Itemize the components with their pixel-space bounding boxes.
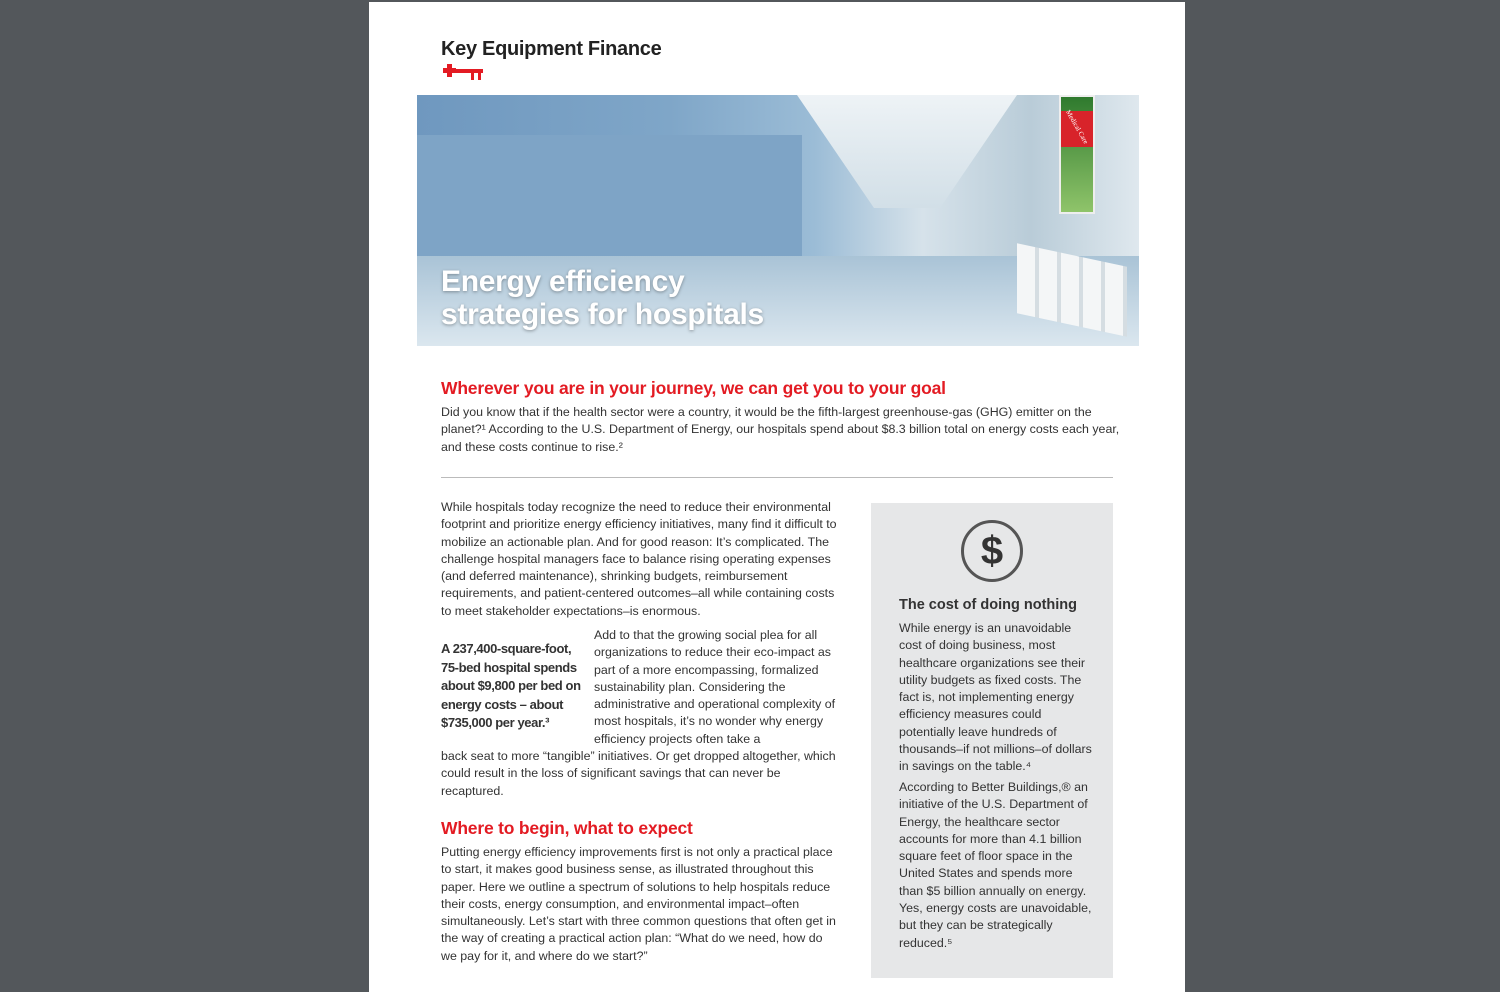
section-heading: Wherever you are in your journey, we can get you to your goal [441,378,946,398]
dollar-icon: $ [961,520,1023,582]
poster [1059,95,1095,214]
sidebar-title: The cost of doing nothing [899,597,1077,613]
sidebar-paragraph: While energy is an unavoidable cost of doing business, most healthcare organizations see their utility budgets as fixed costs. The fact is, not implementing energy efficiency measures could potentially leave hundreds of thousands–if not millions–of dollars in savings on the table.⁴ [899,621,1092,774]
sidebar-paragraph: According to Better Buildings,® an initiative of the U.S. Department of Energy, the healthcare sector accounts for more than 4.1 billion square feet of floor space in the United States and spends more than $5 billion annually on energy. Yes, energy costs are unavoidable, but they can be strategically reduced.⁵ [899,780,1092,950]
hero-title-line2: strategies for hospitals [441,298,764,331]
hero-image [417,95,1139,346]
sidebar-box [871,503,1113,978]
pull-quote: A 237,400-square-foot, 75-bed hospital spends about $9,800 per bed on energy costs – about $735,000 per year.³ [441,641,581,730]
body-paragraph: While hospitals today recognize the need to reduce their environmental footprint and prioritize energy efficiency initiatives, many find it difficult to mobilize an actionable plan. And for good reason: It’s complicated. The challenge hospital managers face to balance rising operating expenses (and deferred maintenance), shrinking budgets, reimbursement requirements, and patient-centered outcomes–all while containing costs to meet stakeholder expectations–is enormous. [441,500,837,618]
body-paragraph: back seat to more “tangible” initiatives. Or get dropped altogether, which could result in the loss of significant savings that can never be recaptured. [441,749,836,798]
intro-paragraph: Did you know that if the health sector were a country, it would be the fifth-largest greenhouse-gas (GHG) emitter on the planet?¹ According to the U.S. Department of Energy, our hospitals spend about $8.3 billion total on energy costs each year, and these costs continue to rise.² [441,405,1120,454]
brand-logo-text: Key Equipment Finance [441,38,662,60]
section-heading: Where to begin, what to expect [441,818,693,838]
document-page [369,2,1185,992]
body-paragraph: Putting energy efficiency improvements first is not only a practical place to start, it makes good business sense, as illustrated throughout this paper. Here we outline a spectrum of solutions to help hospitals reduce their costs, energy consumption, and environmental impact–often simultaneously. Let’s start with three common questions that often get in the way of creating a practical action plan: “What do we need, how do we pay for it, and where do we start?” [441,845,836,963]
key-icon [441,62,489,82]
divider [441,477,1113,478]
poster-text: Medical Care [1064,108,1090,146]
body-paragraph: Add to that the growing social plea for all organizations to reduce their eco-impact as part of a more encompassing, formalized sustainability plan. Considering the administrative and operational complexity of most hospitals, it’s no wonder why energy efficiency projects often take a [594,628,836,746]
hero-title-line1: Energy efficiency [441,265,685,298]
hero-title [441,265,764,331]
